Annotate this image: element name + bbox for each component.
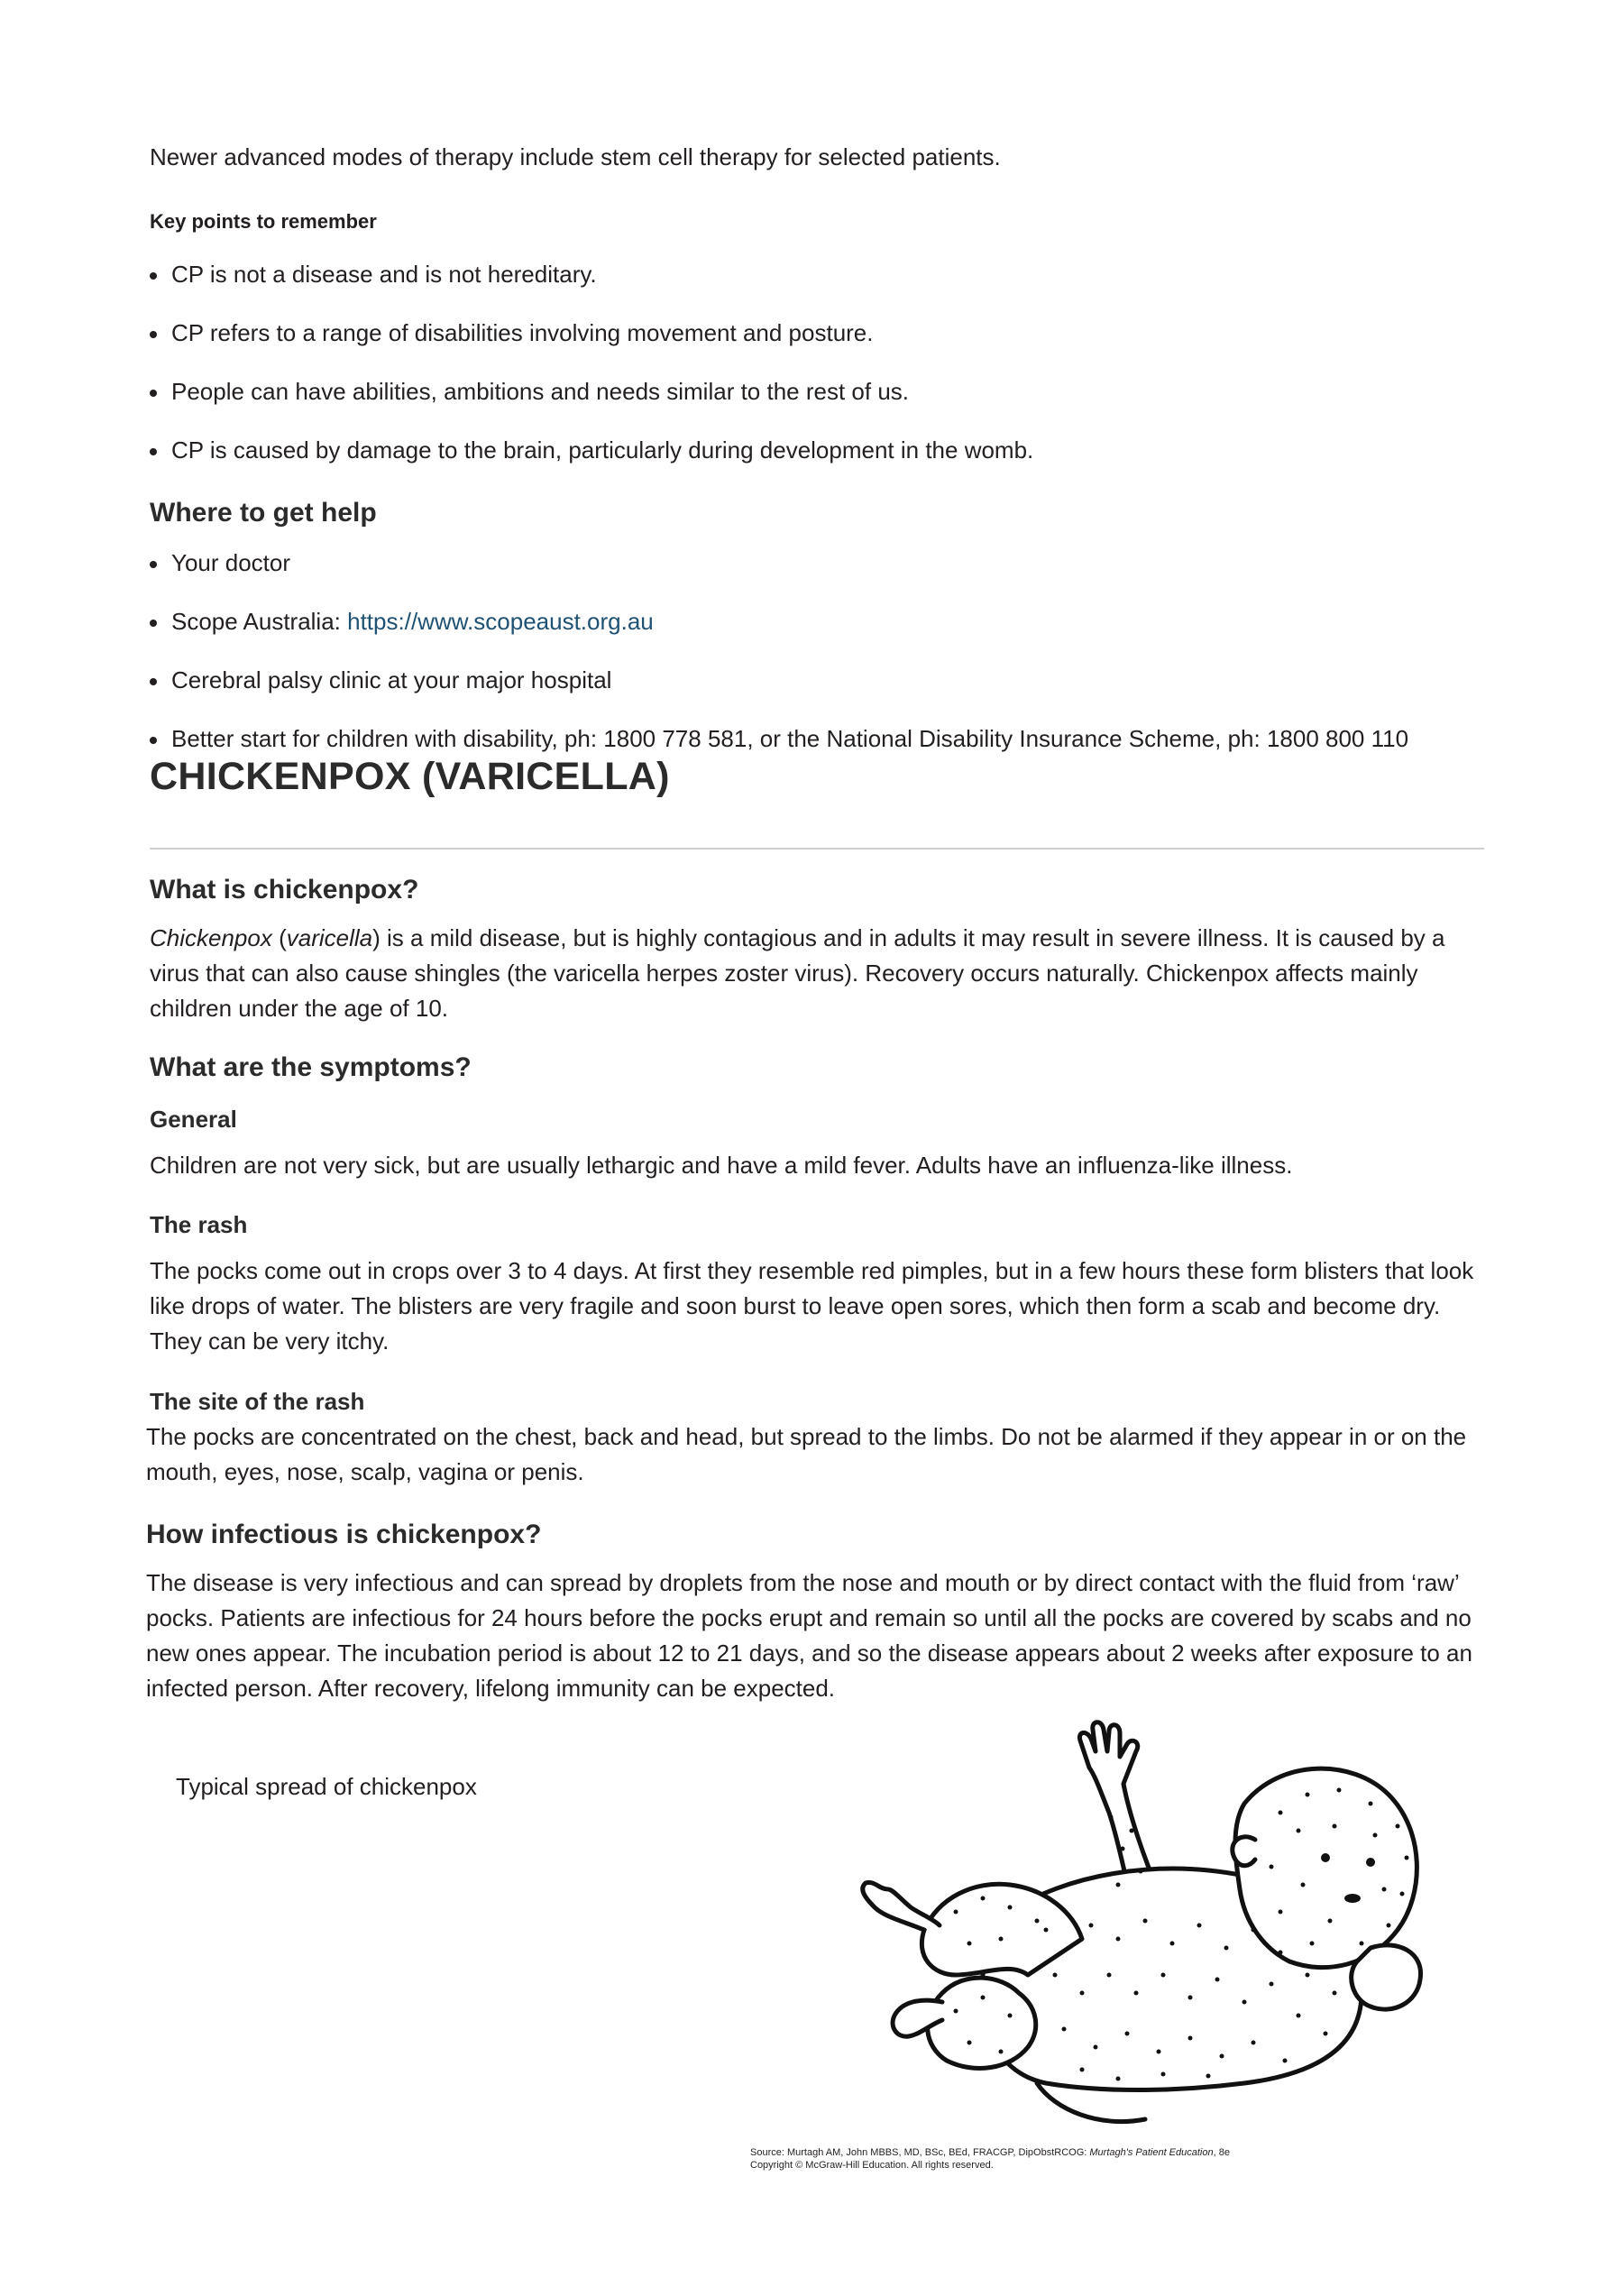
- intro-text: Newer advanced modes of therapy include stem cell therapy for selected patients.: [150, 143, 1001, 170]
- chickenpox-title: CHICKENPOX (VARICELLA): [150, 755, 670, 798]
- scope-australia-link[interactable]: https://www.scopeaust.org.au: [347, 608, 654, 635]
- symptoms-heading: What are the symptoms?: [150, 1052, 472, 1082]
- bullet: [150, 678, 157, 685]
- bullet: [150, 390, 157, 397]
- bullet: [150, 561, 157, 568]
- bullet: [150, 620, 157, 627]
- site-text: The pocks are concentrated on the chest, back and head, but spread to the limbs. Do not be alarmed if they appear in or on the mouth, eyes, nose, scalp, vagina or penis.: [146, 1423, 1467, 1485]
- what-is-text: Chickenpox (varicella) is a mild disease, but is highly contagious and in adults it may result in severe illness. It is caused by a virus that can also cause shingles (the varicella herpes zoster virus). Recovery occurs naturally. Chickenpox affects mainly children under the age of 10.: [150, 924, 1445, 1022]
- infectious-heading: How infectious is chickenpox?: [146, 1520, 542, 1549]
- rash-text: The pocks come out in crops over 3 to 4 days. At first they resemble red pimples, but in a few hours these form blisters that look like drops of water. The blisters are very fragile and soon burst to leave open sores, which then form a scab and become dry. They can be very itchy.: [150, 1257, 1474, 1355]
- bullet: [150, 737, 157, 744]
- bullet: [150, 448, 157, 455]
- source-line-1: Source: Murtagh AM, John MBBS, MD, BSc, BEd, FRACGP, DipObstRCOG: Murtagh's Patient Education, 8e: [750, 2147, 1230, 2158]
- what-is-heading: What is chickenpox?: [150, 875, 419, 905]
- site-heading: The site of the rash: [150, 1388, 365, 1415]
- general-heading: General: [150, 1106, 237, 1133]
- figure-caption: Typical spread of chickenpox: [176, 1773, 477, 1800]
- bullet: [150, 331, 157, 338]
- chickenpox-baby-illustration: [739, 1704, 1443, 2155]
- key-points-heading: Key points to remember: [150, 210, 377, 233]
- infectious-text: The disease is very infectious and can spread by droplets from the nose and mouth or by direct contact with the fluid from ‘raw’ pocks. Patients are infectious for 24 hours before the pocks erupt and remain so until all the pocks are covered by scabs and no new ones appear. The incubation period is about 12 to 21 days, and so the disease appears about 2 weeks after exposure to an infected person. After recovery, lifelong immunity can be expected.: [146, 1569, 1472, 1702]
- rash-heading: The rash: [150, 1211, 248, 1238]
- help-heading: Where to get help: [150, 498, 377, 528]
- source-line-2: Copyright © McGraw-Hill Education. All rights reserved.: [750, 2160, 994, 2171]
- bullet: [150, 272, 157, 280]
- figure-source: [750, 2146, 1230, 2172]
- general-text: Children are not very sick, but are usually lethargic and have a mild fever. Adults have an influenza-like illness.: [150, 1152, 1293, 1179]
- divider: [150, 848, 1484, 850]
